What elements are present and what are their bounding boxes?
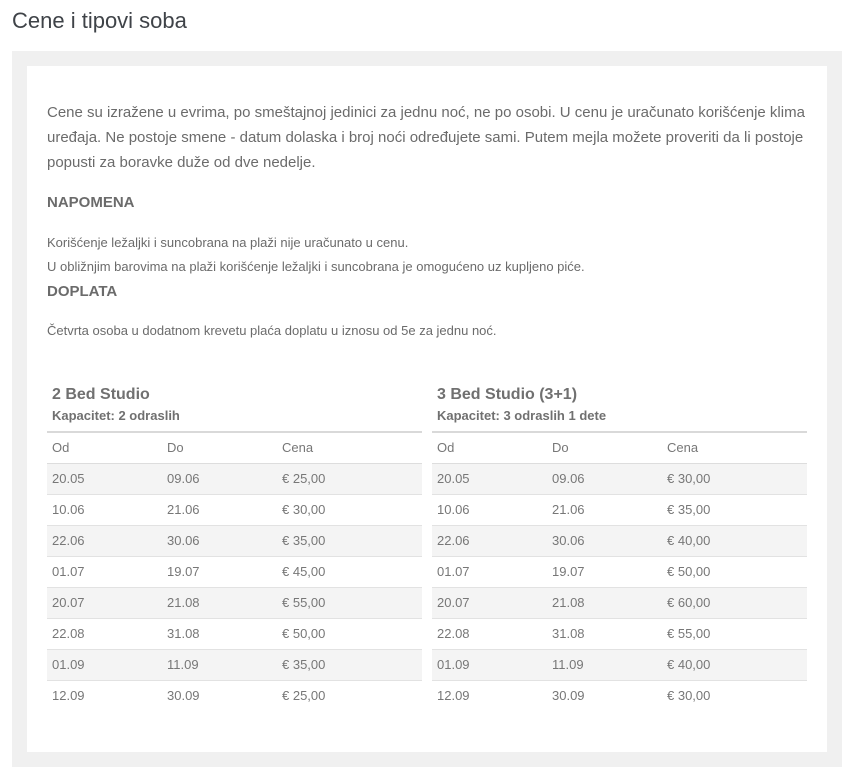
room-capacity: Kapacitet: 2 odraslih: [52, 408, 180, 423]
doplata-text: Četvrta osoba u dodatnom krevetu plaća doplatu u iznosu od 5e za jednu noć.: [47, 323, 497, 338]
date-from: 12.09: [437, 688, 470, 704]
date-to: 09.06: [167, 471, 200, 486]
column-header-do: Do: [547, 432, 662, 463]
price-table-3-bed-studio: [432, 384, 807, 711]
date-from: 01.09: [52, 657, 85, 672]
price: € 55,00: [667, 626, 711, 641]
date-from: 22.06: [437, 533, 470, 548]
date-from: 10.06: [52, 502, 85, 517]
table-row: [47, 463, 422, 494]
price: € 55,00: [282, 595, 326, 610]
date-from: 22.08: [52, 626, 85, 641]
table-row: [432, 556, 807, 587]
table-row: [47, 618, 422, 649]
page-title: Cene i tipovi soba: [12, 8, 187, 33]
content-panel: [12, 51, 842, 767]
date-to: 30.09: [552, 688, 585, 704]
price-table: [47, 431, 422, 711]
date-to: 21.06: [167, 502, 200, 517]
date-to: 11.09: [552, 657, 584, 672]
date-to: 31.08: [167, 626, 200, 641]
date-to: 30.06: [552, 533, 585, 548]
column-header-cena: Cena: [277, 432, 422, 463]
napomena-heading: NAPOMENA: [47, 194, 135, 211]
column-header-od: Od: [432, 432, 547, 463]
price: € 35,00: [282, 657, 326, 672]
date-from: 10.06: [437, 502, 470, 517]
price: € 25,00: [282, 471, 326, 486]
table-row: [47, 494, 422, 525]
price: € 40,00: [667, 657, 711, 672]
date-to: 21.06: [552, 502, 585, 517]
date-to: 21.08: [552, 595, 585, 610]
table-row: [432, 463, 807, 494]
price: € 50,00: [667, 564, 711, 579]
table-row: [432, 494, 807, 525]
table-header-row: [47, 432, 422, 463]
price: € 25,00: [282, 688, 326, 704]
table-row: [47, 587, 422, 618]
room-title: 2 Bed Studio: [52, 386, 150, 403]
napomena-line-2: U obližnjim barovima na plaži korišćenje ležaljki i suncobrana je omogućeno uz kupljeno piće.: [47, 259, 585, 274]
table-row: [47, 680, 422, 711]
date-to: 09.06: [552, 471, 585, 486]
date-to: 21.08: [167, 595, 200, 610]
date-from: 20.05: [52, 471, 85, 486]
date-to: 31.08: [552, 626, 585, 641]
price-table-2-bed-studio: [47, 384, 422, 711]
room-capacity: Kapacitet: 3 odraslih 1 dete: [437, 408, 607, 423]
date-from: 22.08: [437, 626, 470, 641]
price: € 30,00: [667, 471, 711, 486]
column-header-od: Od: [47, 432, 162, 463]
table-row: [432, 680, 807, 711]
date-to: 19.07: [167, 564, 200, 579]
price: € 35,00: [282, 533, 326, 548]
date-from: 01.07: [52, 564, 85, 579]
table-row: [47, 556, 422, 587]
price: € 35,00: [667, 502, 711, 517]
date-to: 30.09: [167, 688, 200, 704]
date-to: 11.09: [167, 657, 199, 672]
price: € 30,00: [667, 688, 711, 704]
column-header-cena: Cena: [662, 432, 807, 463]
column-header-do: Do: [162, 432, 277, 463]
price-table: [432, 431, 807, 711]
date-from: 12.09: [52, 688, 85, 704]
date-to: 30.06: [167, 533, 200, 548]
date-to: 19.07: [552, 564, 585, 579]
table-row: [432, 649, 807, 680]
table-row: [47, 649, 422, 680]
date-from: 20.05: [437, 471, 470, 486]
table-row: [47, 525, 422, 556]
date-from: 20.07: [52, 595, 85, 610]
price: € 40,00: [667, 533, 711, 548]
room-title: 3 Bed Studio (3+1): [437, 386, 578, 403]
intro-paragraph: Cene su izražene u evrima, po smeštajnoj jedinici za jednu noć, ne po osobi. U cenu je uračunato korišćenje klima uređaja. Ne postoje smene - datum dolaska i broj noći određujete sami. Putem mejla možete proveriti da li postoje popusti za boravke duže od dve nedelje.: [47, 104, 805, 171]
date-from: 20.07: [437, 595, 470, 610]
price: € 45,00: [282, 564, 326, 579]
price: € 50,00: [282, 626, 326, 641]
table-row: [432, 618, 807, 649]
napomena-line-1: Korišćenje ležaljki i suncobrana na plaži nije uračunato u cenu.: [47, 235, 409, 250]
date-from: 01.09: [437, 657, 470, 672]
content-card: [27, 66, 827, 752]
date-from: 01.07: [437, 564, 470, 579]
price: € 60,00: [667, 595, 711, 610]
table-row: [432, 587, 807, 618]
doplata-heading: DOPLATA: [47, 283, 118, 300]
date-from: 22.06: [52, 533, 85, 548]
table-header-row: [432, 432, 807, 463]
table-row: [432, 525, 807, 556]
price: € 30,00: [282, 502, 326, 517]
